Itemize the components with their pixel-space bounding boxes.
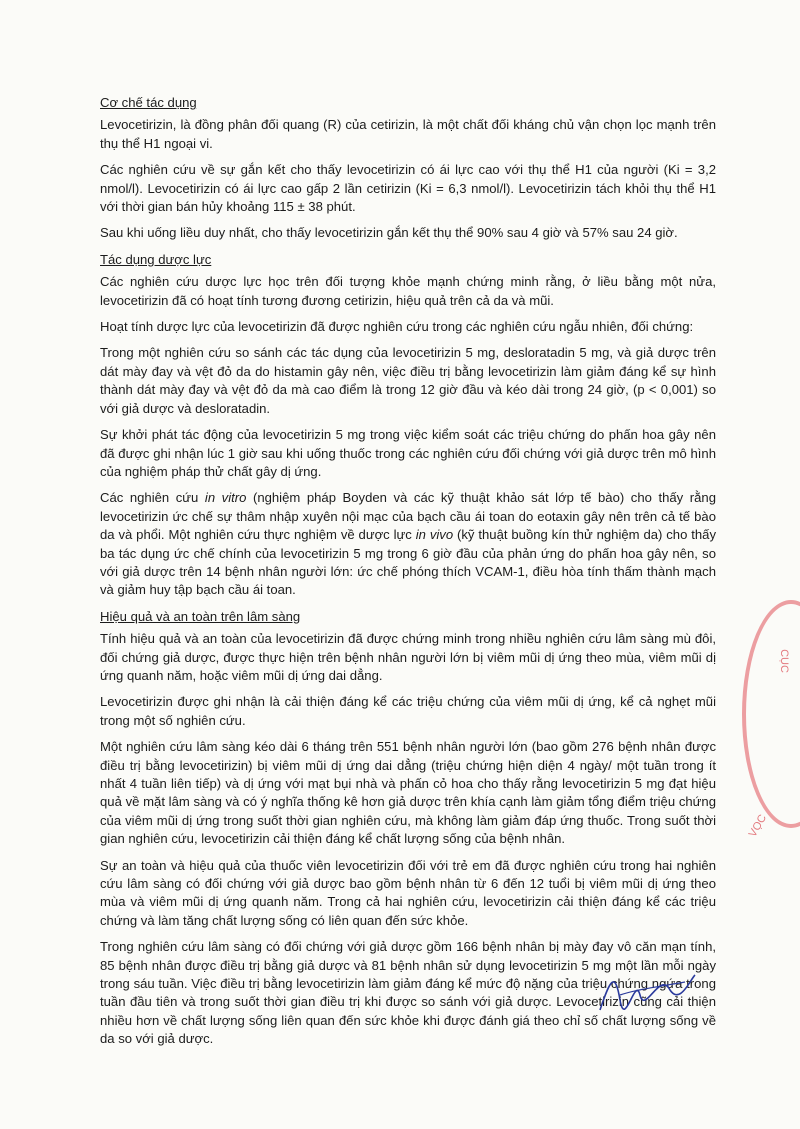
stamp-text: VỌC xyxy=(746,812,770,840)
paragraph: Sự khởi phát tác động của levocetirizin 5 mg trong việc kiểm soát các triệu chứng do phấn hoa gây nên đã được ghi nhận lúc 1 giờ sau khi uống thuốc trong các nghiên cứu đối chứng với giả dược trên mô hình của nghiệm pháp thử chất gây dị ứng. xyxy=(100,427,716,479)
paragraph: Trong một nghiên cứu so sánh các tác dụng của levocetirizin 5 mg, desloratadin 5 mg, và giả dược trên dát mày đay và vệt đỏ da do histamin gây nên, việc điều trị bằng levocetirizin làm giảm đáng kể sự hình thành dát mày đay và vệt đỏ da mà cao điểm là trong 12 giờ đầu và kéo dài trong 24 giờ, (p < 0,001) so với giả dược và desloratadin. xyxy=(100,345,716,416)
paragraph: Sự an toàn và hiệu quả của thuốc viên levocetirizin đối với trẻ em đã được nghiên cứu trong hai nghiên cứu lâm sàng có đối chứng với giả dược bao gồm bệnh nhân từ 6 đến 12 tuổi bị viêm mũi dị ứng theo mùa và viêm mũi dị ứng quanh năm. Trong cả hai nghiên cứu, levocetirizin cải thiện đáng kể các triệu chứng và làm tăng chất lượng sống có liên quan đến sức khỏe. xyxy=(100,857,716,928)
italic-term: in vivo xyxy=(415,527,454,543)
paragraph: Levocetirizin, là đồng phân đối quang (R) của cetirizin, là một chất đối kháng chủ vận chọn lọc mạnh trên thụ thể H1 ngoại vi. xyxy=(100,117,716,151)
text-run: (nghiệm pháp Boyden và các kỹ thuật khảo sát lớp tế bào) cho thấy rằng levocetirizin ức chế sự thâm nhập xuyên nội mạc của bạch cầu ái toan do eotaxin gây nên trên cả tế bào da và phổi. Một nghiên cứu thực nghiệm về dược lực xyxy=(100,490,716,543)
paragraph: Sau khi uống liều duy nhất, cho thấy levocetirizin gắn kết thụ thể 90% sau 4 giờ và 57% sau 24 giờ. xyxy=(100,225,678,241)
stamp-text: CỤC xyxy=(778,649,791,673)
document-body xyxy=(100,94,716,1057)
paragraph-invitro xyxy=(100,489,716,599)
italic-term: in vitro xyxy=(204,490,247,506)
section-heading: Tác dụng dược lực xyxy=(100,251,212,267)
paragraph: Các nghiên cứu dược lực học trên đối tượng khỏe mạnh chứng minh rằng, ở liều bằng một nửa, levocetirizin đã có hoạt tính tương đương cetirizin, hiệu quả trên cả da và mũi. xyxy=(100,274,716,308)
paragraph: Hoạt tính dược lực của levocetirizin đã được nghiên cứu trong các nghiên cứu ngẫu nhiên, đối chứng: xyxy=(100,319,694,335)
official-stamp xyxy=(742,600,800,828)
signature xyxy=(590,960,700,1020)
text-run: (kỹ thuật buồng kín thử nghiệm da) cho thấy ba tác dụng ức chế chính của levocetirizin 5 mg trong 6 giờ đầu của phản ứng do phấn hoa gây nên, so với giả dược trên 14 bệnh nhân người lớn: ức chế phóng thích VCAM-1, điều hòa tính thấm thành mạch và giảm huy tập bạch cầu ái toan. xyxy=(100,527,717,598)
paragraph: Tính hiệu quả và an toàn của levocetirizin đã được chứng minh trong nhiều nghiên cứu lâm sàng mù đôi, đối chứng giả dược, được thực hiện trên bệnh nhân người lớn bị viêm mũi dị ứng theo mùa, viêm mũi dị ứng quanh năm, hoặc viêm mũi dị ứng dai dẳng. xyxy=(100,631,716,683)
section-heading: Cơ chế tác dụng xyxy=(100,95,197,110)
section-heading: Hiệu quả và an toàn trên lâm sàng xyxy=(100,608,301,624)
paragraph: Levocetirizin được ghi nhận là cải thiện đáng kể các triệu chứng của viêm mũi dị ứng, kể cả nghẹt mũi trong một số nghiên cứu. xyxy=(100,694,716,728)
text-run: Các nghiên cứu xyxy=(100,490,205,506)
paragraph: Trong nghiên cứu lâm sàng có đối chứng với giả dược gồm 166 bệnh nhân bị mày đay vô căn mạn tính, 85 bệnh nhân được điều trị bằng giả dược và 81 bệnh nhân sử dụng levocetirizin 5 mg một lần mỗi ngày trong sáu tuần. Việc điều trị bằng levocetirizin làm giảm đáng kể mức độ nặng của triệu chứng ngứa trong tuần đầu tiên và trong suốt thời gian điều trị khi được so sánh với giả dược. Levocetirizin cũng cải thiện nhiều hơn về chất lượng sống liên quan đến sức khỏe khi được đánh giá theo chỉ số chất lượng sống về da so với giả dược. xyxy=(100,939,716,1047)
paragraph: Các nghiên cứu về sự gắn kết cho thấy levocetirizin có ái lực cao với thụ thể H1 của người (Ki = 3,2 nmol/l). Levocetirizin có ái lực cao gấp 2 lần cetirizin (Ki = 6,3 nmol/l). Levocetirizin tách khỏi thụ thể H1 với thời gian bán hủy khoảng 115 ± 38 phút. xyxy=(100,162,716,215)
paragraph: Một nghiên cứu lâm sàng kéo dài 6 tháng trên 551 bệnh nhân người lớn (bao gồm 276 bệnh nhân được điều trị bằng levocetirizin) bị viêm mũi dị ứng dai dẳng (triệu chứng hiện diện 4 ngày/ một tuần trong ít nhất 4 tuần liên tiếp) và dị ứng với mạt bụi nhà và phấn cỏ hoa cho thấy rằng levocetirizin 5 mg đạt hiệu quả về mặt lâm sàng và có ý nghĩa thống kê hơn giả dược trên khía cạnh làm giảm tổng điểm triệu chứng của viêm mũi dị ứng trong suốt thời gian nghiên cứu, mà không làm giảm đáp ứng thuốc. Trong suốt thời gian nghiên cứu, levocetirizin cải thiện đáng kể chất lượng sống của bệnh nhân. xyxy=(100,739,716,847)
